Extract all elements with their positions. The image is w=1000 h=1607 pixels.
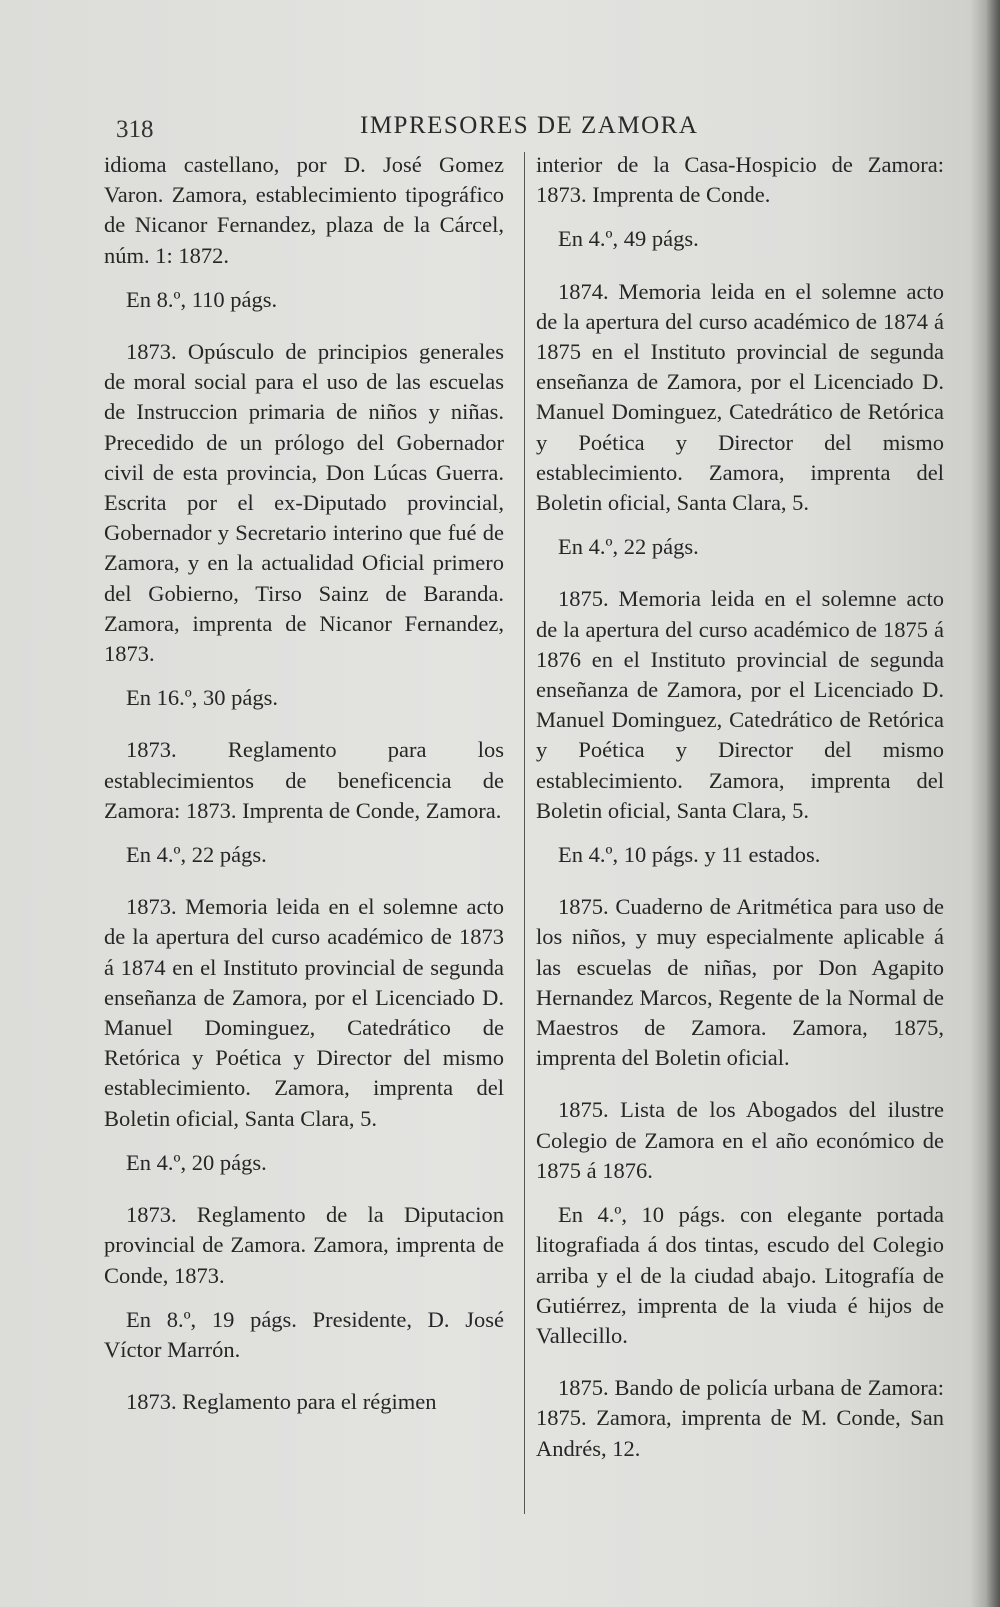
- entry-text: interior de la Casa-Hospicio de Zamora: 1873. Imprenta de Conde.: [536, 152, 944, 208]
- right-column: [536, 150, 944, 1464]
- entry-format-note: En 4.º, 20 págs.: [126, 1149, 267, 1175]
- entry-text: 1873. Reglamento para el régimen: [126, 1389, 437, 1415]
- entry-text: 1873. Memoria leida en el solemne acto de la apertura del curso académico de 1873 á 1874 en el Instituto provincial de segunda enseñanza de Zamora, por el Licenciado D. Manuel Dominguez, Catedrático de Retórica y Poética y Director del mismo establecimiento. Zamora, imprenta del Boletin oficial, Santa Clara, 5.: [104, 894, 504, 1131]
- entry-text: 1873. Reglamento para los establecimientos de beneficencia de Zamora: 1873. Imprenta de Conde, Zamora.: [104, 737, 504, 823]
- entry-text: 1875. Lista de los Abogados del ilustre Colegio de Zamora en el año económico de 1875 á 1876.: [536, 1097, 944, 1183]
- entry-text: 1873. Opúsculo de principios generales de moral social para el uso de las escuelas de Instruccion primaria de niños y niñas. Precedido de un prólogo del Gobernador civil de esta provincia, Don Lúcas Guerra. Escrita por el ex-Diputado provincial, Gobernador y Secretario interino que fué de Zamora, y en la actualidad Oficial primero del Gobierno, Tirso Sainz de Baranda. Zamora, imprenta de Nicanor Fernandez, 1873.: [104, 339, 504, 667]
- entry-text: 1875. Cuaderno de Aritmética para uso de los niños, y muy especialmente aplicable á las escuelas de niñas, por Don Agapito Hernandez Marcos, Regente de la Normal de Maestros de Zamora. Zamora, 1875, imprenta del Boletin oficial.: [536, 894, 944, 1071]
- entry-format-note: En 16.º, 30 págs.: [126, 685, 278, 711]
- entry-text: 1874. Memoria leida en el solemne acto de la apertura del curso académico de 1874 á 1875 en el Instituto provincial de segunda enseñanza de Zamora, por el Licenciado D. Manuel Dominguez, Catedrático de Retórica y Poética y Director del mismo establecimiento. Zamora, imprenta del Boletin oficial, Santa Clara, 5.: [536, 278, 944, 516]
- entry-text: 1873. Reglamento de la Diputacion provincial de Zamora. Zamora, imprenta de Conde, 1873.: [104, 1202, 504, 1288]
- entry-format-note: En 8.º, 110 págs.: [126, 286, 278, 312]
- page-number: 318: [116, 116, 154, 143]
- entry-format-note: En 4.º, 49 págs.: [558, 226, 699, 252]
- page-header: [0, 112, 1000, 148]
- left-column: [104, 150, 504, 1417]
- column-divider: [524, 152, 525, 1514]
- entry-text: 1875. Bando de policía urbana de Zamora: 1875. Zamora, imprenta de M. Conde, San Andrés, 12.: [536, 1375, 944, 1461]
- entry-text: idioma castellano, por D. José Gomez Varon. Zamora, establecimiento tipográfico de Nicanor Fernandez, plaza de la Cárcel, núm. 1: 1872.: [104, 152, 504, 268]
- entry-text: 1875. Memoria leida en el solemne acto de la apertura del curso académico de 1875 á 1876 en el Instituto provincial de segunda enseñanza de Zamora, por el Licenciado D. Manuel Dominguez, Catedrático de Retórica y Poética y Director del mismo establecimiento. Zamora, imprenta del Boletin oficial, Santa Clara, 5.: [536, 586, 944, 823]
- page-edge-shadow: [986, 0, 1000, 1607]
- entry-format-note: En 4.º, 22 págs.: [558, 534, 699, 560]
- running-title: IMPRESORES DE ZAMORA: [360, 112, 699, 139]
- entry-format-note: En 4.º, 10 págs. con elegante portada litografiada á dos tintas, escudo del Colegio arriba y el de la ciudad abajo. Litografía de Gutiérrez, imprenta de la viuda é hijos de Vallecillo.: [536, 1202, 944, 1348]
- entry-format-note: En 4.º, 10 págs. y 11 estados.: [558, 842, 821, 868]
- entry-format-note: En 8.º, 19 págs. Presidente, D. José Víctor Marrón.: [104, 1306, 504, 1362]
- entry-format-note: En 4.º, 22 págs.: [126, 842, 267, 868]
